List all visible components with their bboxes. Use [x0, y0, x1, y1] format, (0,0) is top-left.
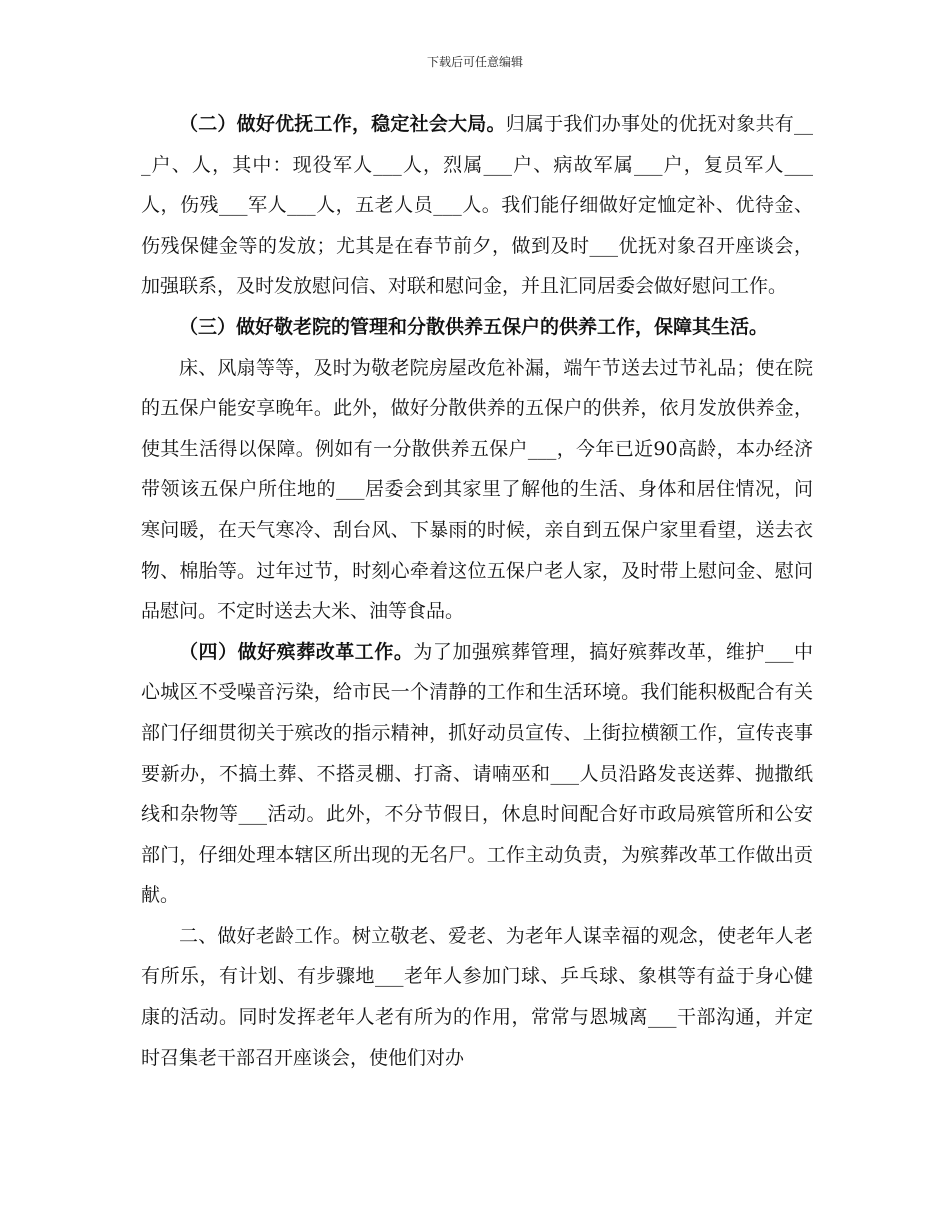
paragraph-text: 归属于我们办事处的优抚对象共有___户、人，其中：现役军人___人，烈属___户、病故军属___户，复员军人___人，伤残___军人___人，五老人员___人。我们能仔细做好定恤定补、优待金、伤残保健金等的发放；尤其是在春节前夕，做到及时___优抚对象召开座谈会，加强联系，及时发放慰问信、对联和慰问金，并且汇同居委会做好慰问工作。	[141, 113, 813, 298]
paragraph-text: 床、风扇等等，及时为敬老院房屋改危补漏，端午节送去过节礼品；使在院的五保户能安享晚年。此外，做好分散供养的五保户的供养，依月发放供养金，使其生活得以保障。例如有一分散供养五保户___，今年已近90高龄，本办经济带领该五保户所住地的___居委会到其家里了解他的生活、身体和居住情况，问寒问暖，在天气寒冷、刮台风、下暴雨的时候，亲自到五保户家里看望，送去衣物、棉胎等。过年过节，时刻心牵着这位五保户老人家，及时带上慰问金、慰问品慰问。不定时送去大米、油等食品。	[141, 356, 813, 623]
paragraph-heading: （二）做好优抚工作，稳定社会大局。	[179, 113, 506, 135]
page-header: 下载后可任意编辑	[426, 55, 523, 69]
document-body	[141, 104, 813, 1078]
paragraph-heading: （三）做好敬老院的管理和分散供养五保户的供养工作，保障其生活。	[179, 315, 769, 338]
paragraph-heading: （四）做好殡葬改革工作。	[179, 640, 414, 663]
paragraph-jinglaoyuan-heading	[141, 307, 813, 348]
paragraph-laoling	[141, 916, 813, 1078]
paragraph-jinglaoyuan	[141, 348, 813, 632]
paragraph-youfu	[141, 104, 813, 307]
paragraph-text: 为了加强殡葬管理，搞好殡葬改革，维护___中心城区不受噪音污染，给市民一个清静的工作和生活环境。我们能积极配合有关部门仔细贯彻关于殡改的指示精神，抓好动员宣传、上街拉横额工作，宣传丧事要新办，不搞土葬、不搭灵棚、打斋、请喃巫和___人员沿路发丧送葬、抛撒纸线和杂物等___活动。此外，不分节假日，休息时间配合好市政局殡管所和公安部门，仔细处理本辖区所出现的无名尸。工作主动负责，为殡葬改革工作做出贡献。	[141, 640, 813, 907]
paragraph-binzang	[141, 632, 813, 916]
paragraph-text: 二、做好老龄工作。树立敬老、爱老、为老年人谋幸福的观念，使老年人老有所乐，有计划、有步骤地___老年人参加门球、乒乓球、象棋等有益于身心健康的活动。同时发挥老年人老有所为的作用，常常与恩城离___干部沟通，并定时召集老干部召开座谈会，使他们对办	[141, 924, 813, 1069]
